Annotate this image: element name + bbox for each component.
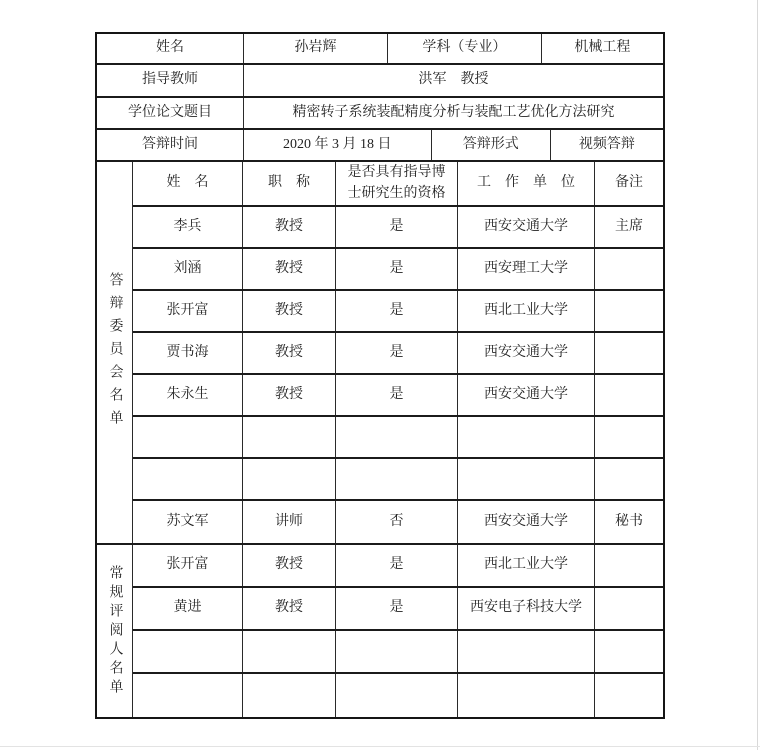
member-note [595,459,663,499]
header-work-unit: 工 作 单 位 [458,162,595,205]
member-name [133,459,243,499]
committee-row [133,291,663,333]
committee-row-empty [133,459,663,501]
member-qualification [336,459,458,499]
member-title: 教授 [243,291,336,331]
header-qualification [336,162,458,205]
reviewer-row [133,588,663,631]
member-qualification [336,417,458,457]
member-name [133,417,243,457]
reviewers-section [97,545,663,717]
reviewer-name [133,631,243,672]
reviewers-section-label-cell [97,545,133,717]
defense-format-value: 视频答辩 [578,136,635,152]
advisor-value: 洪军 教授 [418,72,489,88]
member-name: 刘涵 [133,249,243,289]
defense-time-value: 2020 年 3 月 18 日 [244,130,432,160]
reviewer-title [243,631,336,672]
member-note [595,249,663,289]
member-note [595,375,663,415]
committee-row-empty [133,417,663,459]
reviewers-rows [133,545,663,717]
header-name: 姓 名 [133,162,243,205]
member-note [595,291,663,331]
member-note [595,417,663,457]
reviewer-name [133,674,243,717]
member-work-unit: 西安交通大学 [458,333,595,373]
reviewer-row [133,545,663,588]
reviewer-note [595,674,663,717]
reviewer-qualification: 是 [336,545,458,586]
reviewer-row-empty [133,674,663,717]
committee-rows [133,162,663,543]
reviewers-section-label: 常规评阅人名单 [107,564,123,698]
name-value: 孙岩辉 [244,34,388,63]
member-work-unit [458,417,595,457]
member-name: 张开富 [133,291,243,331]
member-work-unit: 西安理工大学 [458,249,595,289]
defense-format-label: 答辩形式 [432,130,551,160]
member-title [243,459,336,499]
scan-edge-right [757,0,758,750]
reviewer-row-empty [133,631,663,674]
defense-time-label: 答辩时间 [97,130,244,160]
info-row-defense-time [97,130,663,162]
member-work-unit: 西北工业大学 [458,291,595,331]
reviewer-note [595,631,663,672]
member-name: 李兵 [133,207,243,247]
committee-row-secretary [133,501,663,543]
member-work-unit: 西安交通大学 [458,207,595,247]
reviewer-qualification [336,631,458,672]
reviewer-work-unit: 西安电子科技大学 [458,588,595,629]
member-qualification: 否 [336,501,458,543]
member-note [595,333,663,373]
reviewer-title: 教授 [243,545,336,586]
name-label: 姓名 [97,34,244,63]
reviewer-note [595,588,663,629]
info-row-advisor [97,65,663,98]
member-title: 教授 [243,249,336,289]
reviewer-note [595,545,663,586]
member-name: 贾书海 [133,333,243,373]
header-note: 备注 [615,175,643,191]
committee-row [133,333,663,375]
thesis-title-value: 精密转子系统装配精度分析与装配工艺优化方法研究 [292,104,615,120]
committee-section-label-cell [97,162,133,543]
info-row-name [97,34,663,65]
reviewer-name: 张开富 [133,545,243,586]
member-work-unit [458,459,595,499]
member-title: 讲师 [243,501,336,543]
member-note: 主席 [615,218,643,234]
member-note: 秘书 [615,513,643,529]
member-qualification: 是 [336,333,458,373]
reviewer-qualification [336,674,458,717]
header-title: 职 称 [243,162,336,205]
reviewer-work-unit [458,631,595,672]
info-row-thesis-title [97,98,663,130]
member-work-unit: 西安交通大学 [458,501,595,543]
member-name: 苏文军 [133,501,243,543]
scan-edge-bottom [0,746,760,747]
member-qualification: 是 [336,249,458,289]
reviewer-name: 黄进 [133,588,243,629]
committee-section-label: 答辩委员会名单 [107,272,123,433]
thesis-title-label: 学位论文题目 [97,98,244,128]
header-qualification-text: 是否具有指导博士研究生的资格 [347,165,446,201]
member-name: 朱永生 [133,375,243,415]
committee-section [97,162,663,545]
discipline-label: 学科（专业） [388,34,542,63]
committee-header-row [133,162,663,207]
committee-row [133,249,663,291]
member-qualification: 是 [336,207,458,247]
advisor-label: 指导教师 [97,65,244,96]
reviewer-work-unit: 西北工业大学 [458,545,595,586]
reviewer-title: 教授 [243,588,336,629]
committee-row [133,207,663,249]
member-title: 教授 [243,207,336,247]
reviewer-qualification: 是 [336,588,458,629]
defense-form-table [95,32,665,719]
reviewer-work-unit [458,674,595,717]
committee-row [133,375,663,417]
discipline-value: 机械工程 [574,40,631,56]
member-qualification: 是 [336,291,458,331]
member-title: 教授 [243,333,336,373]
member-work-unit: 西安交通大学 [458,375,595,415]
member-title: 教授 [243,375,336,415]
member-qualification: 是 [336,375,458,415]
reviewer-title [243,674,336,717]
member-title [243,417,336,457]
